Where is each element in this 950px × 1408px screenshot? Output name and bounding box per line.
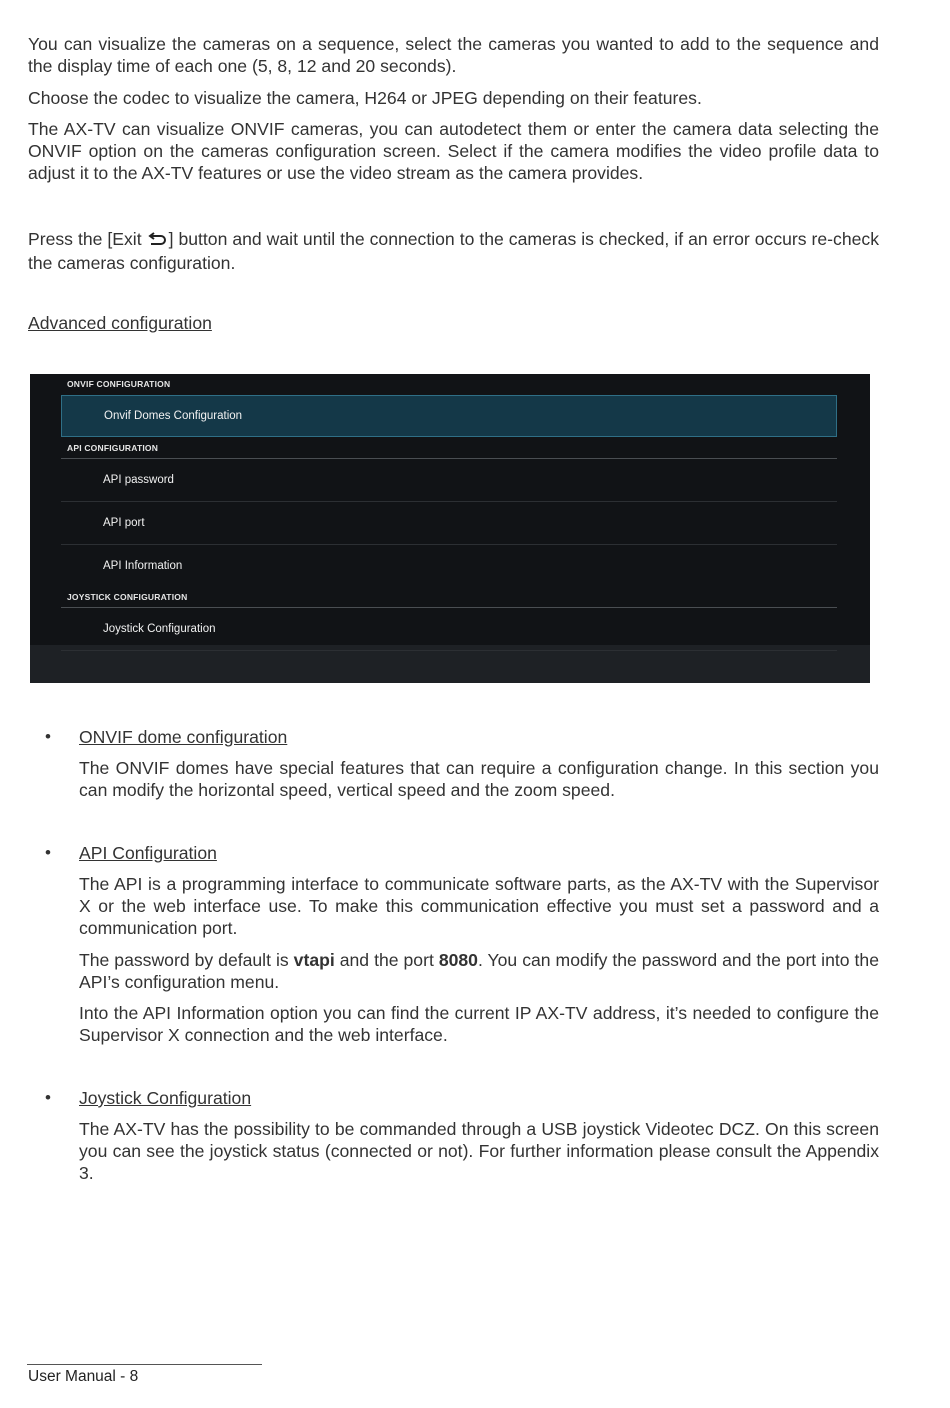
api-text-information: Into the API Information option you can find the current IP AX-TV address, it’s needed to configure the Supervisor X connection and the web interface. <box>79 1003 879 1045</box>
bullet-dot: • <box>45 843 51 862</box>
menu-item-label: API port <box>103 517 145 529</box>
exit-text-before: Press the [Exit <box>28 229 147 249</box>
intro-paragraph-exit <box>28 228 879 274</box>
menu-item-label: Joystick Configuration <box>103 623 216 635</box>
section-title-onvif: ONVIF CONFIGURATION <box>67 379 171 389</box>
bullet-dot: • <box>45 727 51 746</box>
item-divider <box>61 650 837 651</box>
menu-item-api-password[interactable] <box>61 460 837 502</box>
api-configuration-heading: API Configuration <box>79 843 217 863</box>
exit-text-after: ] button and wait until the connection to the cameras is checked, if an error occurs re-check the cameras configuration. <box>28 229 879 273</box>
item-divider <box>61 501 837 502</box>
footer-rule <box>27 1364 262 1365</box>
api-text-intro: The API is a programming interface to communicate software parts, as the AX-TV with the Supervisor X or the web interface use. To make this communication effective you must set a password and a communication port. <box>79 874 879 938</box>
section-divider <box>61 607 837 608</box>
footer-page-label: User Manual - 8 <box>28 1368 139 1385</box>
joystick-configuration-heading: Joystick Configuration <box>79 1088 252 1108</box>
intro-paragraph-codec: Choose the codec to visualize the camera, H264 or JPEG depending on their features. <box>28 88 702 108</box>
api-defaults-b: and the port <box>334 950 439 970</box>
api-default-port: 8080 <box>438 950 478 970</box>
menu-item-label: Onvif Domes Configuration <box>104 410 243 422</box>
menu-item-api-information[interactable] <box>61 546 837 588</box>
section-divider <box>61 458 837 459</box>
section-title-joystick: JOYSTICK CONFIGURATION <box>67 592 188 602</box>
onvif-dome-heading: ONVIF dome configuration <box>79 727 288 747</box>
api-default-password: vtapi <box>293 950 335 970</box>
intro-paragraph-sequence: You can visualize the cameras on a sequence, select the cameras you wanted to add to the sequence and the display time of each one (5, 8, 12 and 20 seconds). <box>28 34 879 76</box>
section-title-api: API CONFIGURATION <box>67 443 159 453</box>
menu-item-label: API password <box>103 474 174 486</box>
api-defaults-c: . You can modify the password and the port into the API’s configuration menu. <box>79 950 879 992</box>
menu-item-joystick[interactable] <box>61 609 837 651</box>
bullet-dot: • <box>45 1088 51 1107</box>
menu-item-onvif-domes[interactable] <box>61 395 837 437</box>
joystick-text: The AX-TV has the possibility to be commanded through a USB joystick Videotec DCZ. On this screen you can see the joystick status (connected or not). For further information please consult the Appendix 3. <box>79 1119 879 1183</box>
intro-paragraph-onvif: The AX-TV can visualize ONVIF cameras, you can autodetect them or enter the camera data selecting the ONVIF option on the cameras configuration screen. Select if the camera modifies the video profile data to adjust it to the AX-TV features or use the video stream as the camera provides. <box>28 119 879 183</box>
item-divider <box>61 544 837 545</box>
advanced-configuration-heading: Advanced configuration <box>28 313 212 333</box>
settings-screenshot <box>30 374 870 683</box>
api-text-defaults <box>79 949 879 993</box>
menu-item-api-port[interactable] <box>61 503 837 545</box>
onvif-dome-text: The ONVIF domes have special features that can require a configuration change. In this section you can modify the horizontal speed, vertical speed and the zoom speed. <box>79 758 879 800</box>
api-defaults-a: The password by default is <box>79 950 294 970</box>
exit-return-icon <box>148 230 168 252</box>
menu-item-label: API Information <box>103 560 183 572</box>
